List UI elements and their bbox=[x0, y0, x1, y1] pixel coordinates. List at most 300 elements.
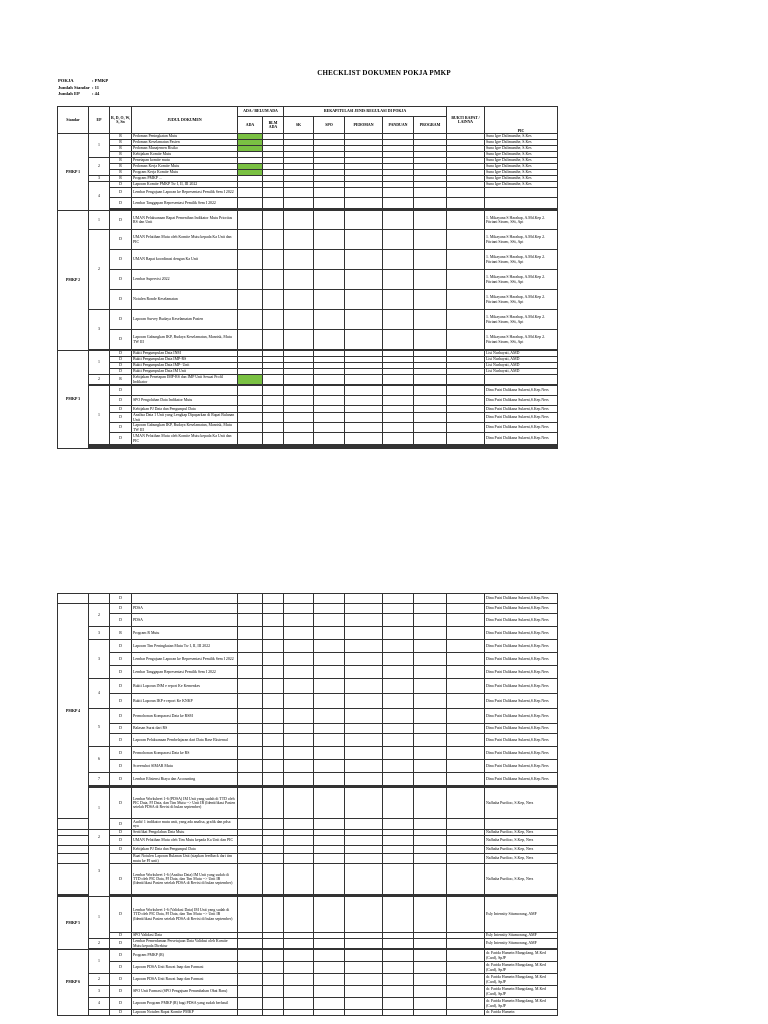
document-title-cell bbox=[132, 386, 238, 396]
spo-cell bbox=[314, 998, 345, 1010]
ada-cell bbox=[238, 836, 263, 846]
sk-cell bbox=[284, 230, 314, 250]
spo-cell bbox=[314, 198, 345, 209]
pedoman-cell bbox=[345, 290, 383, 310]
spo-cell bbox=[314, 406, 345, 413]
ep-cell: 5 bbox=[89, 709, 110, 747]
ep-cell: 2 bbox=[89, 604, 110, 627]
pedoman-cell bbox=[345, 939, 383, 949]
document-title-cell: Lembar Tanggapan Representasi Pemilik Sem I 2022 bbox=[132, 666, 238, 679]
sk-cell bbox=[284, 773, 314, 786]
sk-cell bbox=[284, 188, 314, 198]
pic-cell: Lisi Nurhayati, AMD bbox=[485, 369, 558, 375]
pic-cell: Dina Putri Dalikana Sulaeni,S.Kep.Ners bbox=[485, 433, 558, 445]
ada-cell bbox=[238, 962, 263, 974]
blm-ada-cell bbox=[263, 864, 284, 895]
header-judul: JUDUL DOKUMEN bbox=[132, 107, 238, 134]
type-cell: D bbox=[110, 897, 132, 933]
blm-ada-cell bbox=[263, 747, 284, 760]
bukti-rapat-cell bbox=[447, 413, 485, 423]
ep-cell: 2 bbox=[89, 830, 110, 846]
pedoman-cell bbox=[345, 406, 383, 413]
type-cell: R bbox=[110, 158, 132, 164]
program-cell bbox=[414, 230, 447, 250]
document-title-cell: UMAN Pelatihan Mutu oleh Komite Mutu kepada Ka Unit dan PIC bbox=[132, 433, 238, 445]
bukti-rapat-cell bbox=[447, 998, 485, 1010]
pedoman-cell bbox=[345, 270, 383, 290]
bukti-rapat-cell bbox=[447, 188, 485, 198]
spo-cell bbox=[314, 310, 345, 330]
checklist-sheet-2 bbox=[57, 593, 558, 1016]
type-cell bbox=[110, 854, 132, 864]
ep-cell: 1 bbox=[89, 351, 110, 375]
table-row bbox=[58, 653, 558, 666]
pedoman-cell bbox=[345, 666, 383, 679]
sk-cell bbox=[284, 747, 314, 760]
type-cell: D bbox=[110, 413, 132, 423]
table-row bbox=[58, 747, 558, 760]
ada-cell bbox=[238, 854, 263, 864]
ep-cell: 2 bbox=[89, 974, 110, 986]
blm-ada-cell bbox=[263, 330, 284, 350]
ada-cell bbox=[238, 330, 263, 350]
pedoman-cell bbox=[345, 747, 383, 760]
document-title-cell: PDSA bbox=[132, 604, 238, 614]
sk-cell bbox=[284, 198, 314, 209]
bukti-rapat-cell bbox=[447, 250, 485, 270]
panduan-cell bbox=[383, 734, 414, 747]
table-row bbox=[58, 819, 558, 830]
type-cell: D bbox=[110, 962, 132, 974]
pedoman-cell bbox=[345, 198, 383, 209]
bukti-rapat-cell bbox=[447, 836, 485, 846]
pedoman-cell bbox=[345, 897, 383, 933]
document-title-cell: Lembar Supervisi 2022 bbox=[132, 270, 238, 290]
document-title-cell: Analisa Data 1 Unit yang Lengkap Dipaparkan di Rapat Bulanan Unit bbox=[132, 413, 238, 423]
panduan-cell bbox=[383, 413, 414, 423]
spo-cell bbox=[314, 627, 345, 640]
document-meta bbox=[58, 78, 108, 98]
program-cell bbox=[414, 653, 447, 666]
meta-value: : PMKP bbox=[92, 78, 109, 83]
header-spo: SPO bbox=[314, 117, 345, 134]
document-title-cell: Lembar Efisiensi Biaya dan Accounting bbox=[132, 773, 238, 786]
table-row bbox=[58, 375, 558, 385]
program-cell bbox=[414, 406, 447, 413]
type-cell: D bbox=[110, 230, 132, 250]
program-cell bbox=[414, 854, 447, 864]
ep-cell bbox=[89, 594, 110, 604]
sk-cell bbox=[284, 724, 314, 734]
bukti-rapat-cell bbox=[447, 694, 485, 709]
program-cell bbox=[414, 950, 447, 962]
type-cell: D bbox=[110, 423, 132, 433]
blm-ada-cell bbox=[263, 694, 284, 709]
document-title-cell: Screenshot SIMAR Mutu bbox=[132, 760, 238, 773]
spo-cell bbox=[314, 1010, 345, 1016]
panduan-cell bbox=[383, 897, 414, 933]
panduan-cell bbox=[383, 864, 414, 895]
type-cell bbox=[110, 448, 132, 449]
header-rdow: R, D, O, W, S, Sn bbox=[110, 107, 132, 134]
program-cell bbox=[414, 998, 447, 1010]
table-row bbox=[58, 986, 558, 998]
pic-cell: Nafhaha Purdioo, S.Kep, Ners bbox=[485, 854, 558, 864]
panduan-cell bbox=[383, 270, 414, 290]
ada-cell bbox=[238, 724, 263, 734]
ep-cell: 3 bbox=[89, 640, 110, 679]
panduan-cell bbox=[383, 788, 414, 819]
blm-ada-cell bbox=[263, 375, 284, 385]
table-row bbox=[58, 614, 558, 627]
panduan-cell bbox=[383, 950, 414, 962]
table-row bbox=[58, 846, 558, 854]
pedoman-cell bbox=[345, 679, 383, 694]
blm-ada-cell bbox=[263, 406, 284, 413]
sk-cell bbox=[284, 250, 314, 270]
ep-cell: 1 bbox=[89, 788, 110, 830]
table-row bbox=[58, 250, 558, 270]
document-title-cell: Program Kerja Komite Mutu bbox=[132, 170, 238, 176]
panduan-cell bbox=[383, 773, 414, 786]
blm-ada-cell bbox=[263, 290, 284, 310]
table-row bbox=[58, 640, 558, 653]
ep-cell: 2 bbox=[89, 230, 110, 310]
sk-cell bbox=[284, 423, 314, 433]
document-title-cell: Bukti Pengumpulan Data IM Unit bbox=[132, 369, 238, 375]
sk-cell bbox=[284, 974, 314, 986]
type-cell: D bbox=[110, 747, 132, 760]
table-row bbox=[58, 423, 558, 433]
spo-cell bbox=[314, 250, 345, 270]
document-title-cell bbox=[132, 448, 238, 449]
type-cell: D bbox=[110, 709, 132, 724]
ep-cell: 3 bbox=[89, 846, 110, 897]
ada-cell bbox=[238, 653, 263, 666]
sk-cell bbox=[284, 396, 314, 406]
panduan-cell bbox=[383, 448, 414, 449]
pic-cell: Suna Igre Dalimunthe, S.Kes bbox=[485, 176, 558, 182]
bukti-rapat-cell bbox=[447, 198, 485, 209]
program-cell bbox=[414, 627, 447, 640]
type-cell: R bbox=[110, 176, 132, 182]
pic-cell: Dina Putri Dalikana Sulaeni,S.Kep.Ners bbox=[485, 724, 558, 734]
ada-cell bbox=[238, 1010, 263, 1016]
bukti-rapat-cell bbox=[447, 386, 485, 396]
ep-cell: 1 bbox=[89, 211, 110, 230]
panduan-cell bbox=[383, 386, 414, 396]
table-row bbox=[58, 396, 558, 406]
ep-cell: 1 bbox=[89, 386, 110, 445]
spo-cell bbox=[314, 188, 345, 198]
pedoman-cell bbox=[345, 188, 383, 198]
panduan-cell bbox=[383, 614, 414, 627]
type-cell: D bbox=[110, 998, 132, 1010]
blm-ada-cell bbox=[263, 962, 284, 974]
type-cell: R bbox=[110, 627, 132, 640]
blm-ada-cell bbox=[263, 310, 284, 330]
bukti-rapat-cell bbox=[447, 433, 485, 445]
pic-cell: Esly Intensity Situmorang, AMF bbox=[485, 939, 558, 949]
pic-cell: Nafhaha Purdioo, S.Kep, Ners bbox=[485, 864, 558, 895]
table-row bbox=[58, 666, 558, 679]
blm-ada-cell bbox=[263, 250, 284, 270]
program-cell bbox=[414, 974, 447, 986]
pic-cell: 1. Mikayana S Harahap, A.Md.Kep 2. Fitriani Siraeo, SSt, Apt bbox=[485, 310, 558, 330]
spo-cell bbox=[314, 679, 345, 694]
sk-cell bbox=[284, 614, 314, 627]
program-cell bbox=[414, 986, 447, 998]
header-program: PROGRAM bbox=[414, 117, 447, 134]
pedoman-cell bbox=[345, 846, 383, 854]
sk-cell bbox=[284, 962, 314, 974]
blm-ada-cell bbox=[263, 604, 284, 614]
type-cell: R bbox=[110, 375, 132, 385]
type-cell: D bbox=[110, 369, 132, 375]
document-title-cell: Pedoman Manajemen Risiko bbox=[132, 146, 238, 152]
bukti-rapat-cell bbox=[447, 594, 485, 604]
bukti-rapat-cell bbox=[447, 864, 485, 895]
table-row bbox=[58, 854, 558, 864]
meta-value: : 44 bbox=[92, 91, 100, 97]
pedoman-cell bbox=[345, 250, 383, 270]
checklist-table-2 bbox=[57, 593, 558, 1016]
program-cell bbox=[414, 734, 447, 747]
program-cell bbox=[414, 423, 447, 433]
ep-cell: 3 bbox=[89, 627, 110, 640]
ep-cell: 4 bbox=[89, 679, 110, 709]
spo-cell bbox=[314, 836, 345, 846]
pic-cell: Dina Putri Dalikana Sulaeni,S.Kep.Ners bbox=[485, 653, 558, 666]
pedoman-cell bbox=[345, 640, 383, 653]
ada-cell bbox=[238, 406, 263, 413]
sk-cell bbox=[284, 864, 314, 895]
document-title-cell: Pedoman Keselamatan Pasien bbox=[132, 140, 238, 146]
pedoman-cell bbox=[345, 653, 383, 666]
bukti-rapat-cell bbox=[447, 950, 485, 962]
pic-cell: Dina Putri Dalikana Sulaeni,S.Kep.Ners bbox=[485, 666, 558, 679]
document-title-cell: Laporan Pelaksanaan Pembelajaran dari Data Base Eksternal bbox=[132, 734, 238, 747]
bukti-rapat-cell bbox=[447, 423, 485, 433]
pic-cell: Suna Igre Dalimunthe, S.Kes bbox=[485, 140, 558, 146]
program-cell bbox=[414, 375, 447, 385]
program-cell bbox=[414, 760, 447, 773]
type-cell: D bbox=[110, 760, 132, 773]
ada-cell bbox=[238, 396, 263, 406]
sk-cell bbox=[284, 1010, 314, 1016]
spo-cell bbox=[314, 734, 345, 747]
program-cell bbox=[414, 724, 447, 734]
blm-ada-cell bbox=[263, 198, 284, 209]
pedoman-cell bbox=[345, 788, 383, 819]
ada-cell bbox=[238, 270, 263, 290]
type-cell: D bbox=[110, 933, 132, 939]
header-ada-group: ADA / BELUM ADA bbox=[238, 107, 284, 117]
type-cell: D bbox=[110, 846, 132, 854]
standar-cell bbox=[58, 864, 89, 895]
sk-cell bbox=[284, 310, 314, 330]
bukti-rapat-cell bbox=[447, 330, 485, 350]
pic-cell: Dina Putri Dalikana Sulaeni,S.Kep.Ners bbox=[485, 594, 558, 604]
pedoman-cell bbox=[345, 386, 383, 396]
pedoman-cell bbox=[345, 854, 383, 864]
spo-cell bbox=[314, 594, 345, 604]
pic-cell: Dina Putri Dalikana Sulaeni,S.Kep.Ners bbox=[485, 709, 558, 724]
document-title-cell: Laporan PDSA Unit Rawat Inap dan Farmasi bbox=[132, 962, 238, 974]
program-cell bbox=[414, 962, 447, 974]
program-cell bbox=[414, 250, 447, 270]
sk-cell bbox=[284, 627, 314, 640]
program-cell bbox=[414, 640, 447, 653]
ada-cell bbox=[238, 627, 263, 640]
sk-cell bbox=[284, 986, 314, 998]
header-blm: BLM ADA bbox=[263, 117, 284, 134]
type-cell: D bbox=[110, 830, 132, 836]
ada-cell bbox=[238, 679, 263, 694]
header-pedoman: PEDOMAN bbox=[345, 117, 383, 134]
table-row bbox=[58, 864, 558, 895]
table-row bbox=[58, 448, 558, 449]
table-row bbox=[58, 406, 558, 413]
pic-cell: Dina Putri Dalikana Sulaeni,S.Kep.Ners bbox=[485, 614, 558, 627]
document-title-cell: Bukti Laporan INM e report Ke Kemenkes bbox=[132, 679, 238, 694]
blm-ada-cell bbox=[263, 270, 284, 290]
blm-ada-cell bbox=[263, 724, 284, 734]
document-title-cell: Program R Mutu bbox=[132, 627, 238, 640]
sk-cell bbox=[284, 788, 314, 819]
ep-cell bbox=[89, 1010, 110, 1016]
pic-cell: dr. Farida Humein Mangolang, M.Ked (Card), SpJP bbox=[485, 998, 558, 1010]
spo-cell bbox=[314, 974, 345, 986]
spo-cell bbox=[314, 724, 345, 734]
header-pic: PIC bbox=[485, 107, 558, 134]
blm-ada-cell bbox=[263, 1010, 284, 1016]
ada-cell bbox=[238, 897, 263, 933]
program-cell bbox=[414, 604, 447, 614]
document-title-cell: Pedoman Kerja Komite Mutu bbox=[132, 164, 238, 170]
blm-ada-cell bbox=[263, 627, 284, 640]
blm-ada-cell bbox=[263, 230, 284, 250]
document-title-cell: UMAN Pelatihan Mutu oleh Komite Mutu kepada Ka Unit dan PIC bbox=[132, 230, 238, 250]
pic-cell: Suna Igre Dalimunthe, S.Kes bbox=[485, 182, 558, 188]
sk-cell bbox=[284, 448, 314, 449]
panduan-cell bbox=[383, 211, 414, 230]
header-ep: EP bbox=[89, 107, 110, 134]
ep-cell: 1 bbox=[89, 950, 110, 974]
pic-cell: dr. Farida Humein Mangolang, M.Ked (Card), SpJP bbox=[485, 986, 558, 998]
sk-cell bbox=[284, 950, 314, 962]
pic-cell: dr. Farida Humein Mangolang, M.Ked (Card), SpJP bbox=[485, 974, 558, 986]
ada-cell bbox=[238, 788, 263, 819]
pic-cell: Esly Intensity Situmorang, AMF bbox=[485, 897, 558, 933]
table-row bbox=[58, 230, 558, 250]
type-cell: D bbox=[110, 939, 132, 949]
table-row bbox=[58, 694, 558, 709]
ada-cell bbox=[238, 974, 263, 986]
bukti-rapat-cell bbox=[447, 709, 485, 724]
pic-cell: Dina Putri Dalikana Sulaeni,S.Kep.Ners bbox=[485, 694, 558, 709]
panduan-cell bbox=[383, 998, 414, 1010]
spo-cell bbox=[314, 788, 345, 819]
document-title-cell: Audit/ 1 indikator mutu unit, yang ada analisa, grafik dan pdsa nya bbox=[132, 819, 238, 830]
ep-cell: 2 bbox=[89, 158, 110, 176]
bukti-rapat-cell bbox=[447, 614, 485, 627]
pic-cell: Dina Putri Dalikana Sulaeni,S.Kep.Ners bbox=[485, 413, 558, 423]
panduan-cell bbox=[383, 594, 414, 604]
document-title-cell: Laporan Tim Peningkatan Mutu Tw I, II, III 2022 bbox=[132, 640, 238, 653]
standar-cell bbox=[58, 836, 89, 846]
bukti-rapat-cell bbox=[447, 897, 485, 933]
program-cell bbox=[414, 788, 447, 819]
pic-cell: Dina Putri Dalikana Sulaeni,S.Kep.Ners bbox=[485, 627, 558, 640]
document-title-cell: Permohonan Komparasi Data ke RSM bbox=[132, 709, 238, 724]
document-title-cell: Buat Notulen Laporan Bulanan Unit (siapkan feedback dari tim mutu ke PJ unit) bbox=[132, 854, 238, 864]
document-title-cell: Laporan Survey Budaya Keselamatan Pasien bbox=[132, 310, 238, 330]
document-title-cell: Bukti Pengumpulan Data IMP- Unit bbox=[132, 363, 238, 369]
blm-ada-cell bbox=[263, 413, 284, 423]
pedoman-cell bbox=[345, 413, 383, 423]
blm-ada-cell bbox=[263, 448, 284, 449]
pedoman-cell bbox=[345, 864, 383, 895]
document-title-cell: PDSA bbox=[132, 614, 238, 627]
type-cell: D bbox=[110, 694, 132, 709]
program-cell bbox=[414, 747, 447, 760]
pic-cell: Dina Putri Dalikana Sulaeni,S.Kep.Ners bbox=[485, 423, 558, 433]
table-row bbox=[58, 198, 558, 209]
ada-cell bbox=[238, 604, 263, 614]
spo-cell bbox=[314, 614, 345, 627]
sk-cell bbox=[284, 375, 314, 385]
panduan-cell bbox=[383, 1010, 414, 1016]
panduan-cell bbox=[383, 423, 414, 433]
type-cell: D bbox=[110, 653, 132, 666]
ada-cell bbox=[238, 998, 263, 1010]
sk-cell bbox=[284, 211, 314, 230]
ada-cell bbox=[238, 760, 263, 773]
document-title-cell: Lembar Tanggapan Representasi Pemilik Sem I 2022 bbox=[132, 198, 238, 209]
type-cell: D bbox=[110, 679, 132, 694]
blm-ada-cell bbox=[263, 974, 284, 986]
bukti-rapat-cell bbox=[447, 310, 485, 330]
sk-cell bbox=[284, 819, 314, 830]
document-title-cell bbox=[132, 594, 238, 604]
blm-ada-cell bbox=[263, 386, 284, 396]
header-ada: ADA bbox=[238, 117, 263, 134]
panduan-cell bbox=[383, 627, 414, 640]
ada-cell bbox=[238, 198, 263, 209]
pic-cell: 1. Mikayana S Harahap, A.Md.Kep 2. Fitriani Siraeo, SSt, Apt bbox=[485, 330, 558, 350]
ada-cell bbox=[238, 211, 263, 230]
panduan-cell bbox=[383, 962, 414, 974]
type-cell: R bbox=[110, 146, 132, 152]
table-row bbox=[58, 604, 558, 614]
pedoman-cell bbox=[345, 694, 383, 709]
document-title-cell: Bukti Laporan IKP e report Ke KNKP bbox=[132, 694, 238, 709]
pedoman-cell bbox=[345, 1010, 383, 1016]
sk-cell bbox=[284, 846, 314, 854]
pic-cell: Suna Igre Dalimunthe, S.Kes bbox=[485, 152, 558, 158]
blm-ada-cell bbox=[263, 760, 284, 773]
panduan-cell bbox=[383, 666, 414, 679]
ada-cell bbox=[238, 694, 263, 709]
spo-cell bbox=[314, 747, 345, 760]
panduan-cell bbox=[383, 819, 414, 830]
sk-cell bbox=[284, 998, 314, 1010]
ep-cell: 1 bbox=[89, 897, 110, 939]
header-rekap-group: REKAPITULASI JENIS REGULASI DI POKJA bbox=[284, 107, 447, 117]
sk-cell bbox=[284, 270, 314, 290]
panduan-cell bbox=[383, 290, 414, 310]
